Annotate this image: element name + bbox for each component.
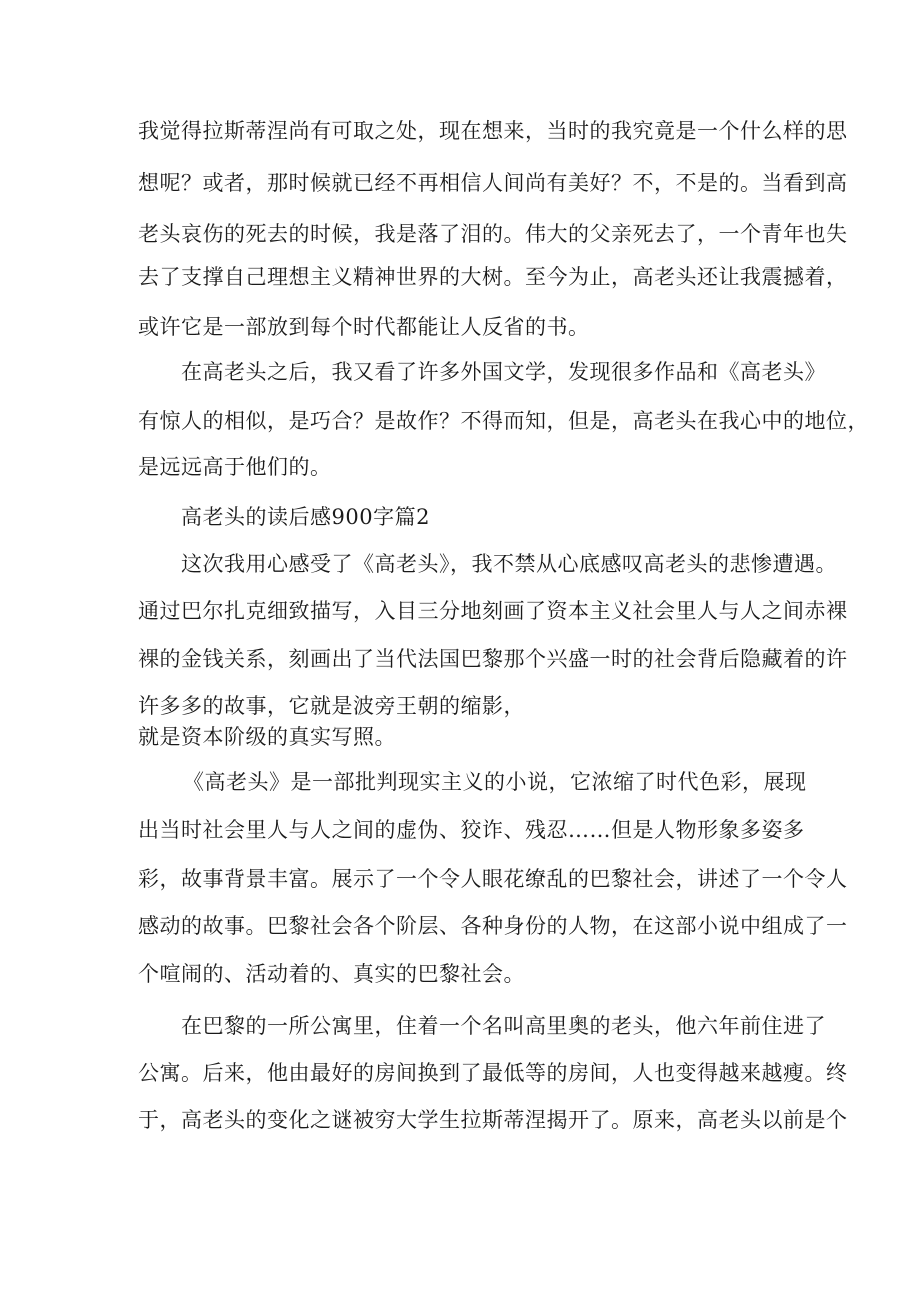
paragraph-1-line-2: 想呢？或者，那时候就已经不再相信人间尚有美好？不，不是的。当看到高: [138, 171, 848, 195]
paragraph-1-line-1: 我觉得拉斯蒂涅尚有可取之处，现在想来，当时的我究竟是一个什么样的思: [138, 119, 848, 143]
paragraph-1-line-3: 老头哀伤的死去的时候，我是落了泪的。伟大的父亲死去了，一个青年也失: [138, 222, 848, 246]
section-heading: 高老头的读后感900字篇2: [181, 505, 430, 529]
paragraph-4-line-1: 《高老头》是一部批判现实主义的小说，它浓缩了时代色彩，展现: [183, 770, 807, 794]
paragraph-3-line-5: 就是资本阶级的真实写照。: [138, 725, 396, 749]
paragraph-4-line-3: 彩，故事背景丰富。展示了一个令人眼花缭乱的巴黎社会，讲述了一个令人: [138, 867, 848, 891]
paragraph-5-line-2: 公寓。后来，他由最好的房间换到了最低等的房间，人也变得越来越瘦。终: [138, 1061, 848, 1085]
paragraph-2-line-3: 是远远高于他们的。: [138, 455, 332, 479]
paragraph-4-line-5: 个喧闹的、活动着的、真实的巴黎社会。: [138, 962, 525, 986]
paragraph-1-line-5: 或许它是一部放到每个时代都能让人反省的书。: [138, 315, 590, 339]
paragraph-1-line-4: 去了支撑自己理想主义精神世界的大树。至今为止，高老头还让我震撼着，: [138, 265, 848, 289]
paragraph-5-line-1: 在巴黎的一所公寓里，住着一个名叫高里奥的老头，他六年前住进了: [181, 1014, 826, 1038]
paragraph-3-line-3: 裸的金钱关系，刻画出了当代法国巴黎那个兴盛一时的社会背后隐藏着的许: [138, 647, 848, 671]
paragraph-4-line-4: 感动的故事。巴黎社会各个阶层、各种身份的人物，在这部小说中组成了一: [138, 914, 848, 938]
paragraph-2-line-2: 有惊人的相似，是巧合？是故作？不得而知，但是，高老头在我心中的地位，: [138, 409, 869, 433]
paragraph-4-line-2: 出当时社会里人与人之间的虚伪、狡诈、残忍……但是人物形象多姿多: [138, 818, 805, 842]
paragraph-3-line-4: 许多多的故事，它就是波旁王朝的缩影，: [138, 694, 525, 718]
paragraph-3-line-1: 这次我用心感受了《高老头》，我不禁从心底感叹高老头的悲惨遭遇。: [181, 552, 837, 576]
paragraph-5-line-3: 于，高老头的变化之谜被穷大学生拉斯蒂涅揭开了。原来，高老头以前是个: [138, 1108, 848, 1132]
paragraph-2-line-1: 在高老头之后，我又看了许多外国文学，发现很多作品和《高老头》: [181, 360, 826, 384]
paragraph-3-line-2: 通过巴尔扎克细致描写，入目三分地刻画了资本主义社会里人与人之间赤裸: [138, 599, 848, 623]
